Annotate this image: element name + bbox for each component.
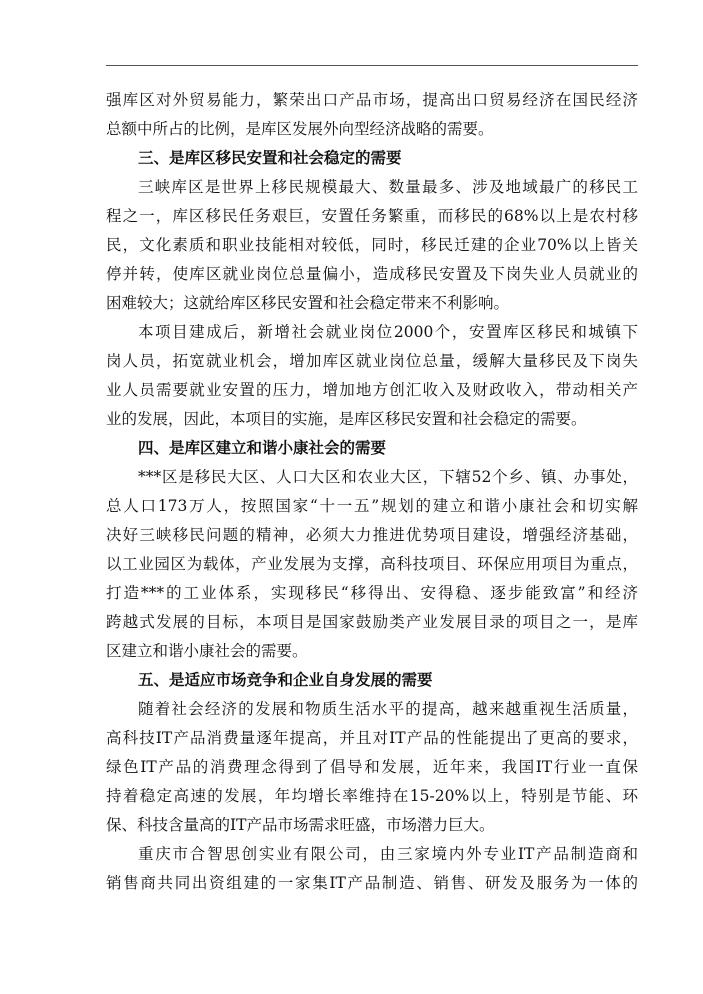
text-line: 持着稳定高速的发展，年均增长率维持在15-20%以上，特别是节能、环 [106, 787, 638, 805]
section-heading: 三、是库区移民安置和社会稳定的需要 [138, 149, 402, 167]
section-heading: 五、是适应市场竞争和企业自身发展的需要 [138, 671, 433, 689]
text-line: 保、科技含量高的IT产品市场需求旺盛，市场潜力巨大。 [106, 816, 495, 834]
section-heading: 四、是库区建立和谐小康社会的需要 [138, 439, 387, 457]
text-line: 程之一，库区移民任务艰巨，安置任务繁重，而移民的68%以上是农村移 [106, 207, 638, 225]
text-line: 绿色IT产品的消费理念得到了倡导和发展，近年来，我国IT行业一直保 [106, 758, 638, 776]
text-line: 业人员需要就业安置的压力，增加地方创汇收入及财政收入，带动相关产 [106, 381, 638, 399]
text-line: 决好三峡移民问题的精神，必须大力推进优势项目建设，增强经济基础， [106, 526, 638, 544]
text-line: 以工业园区为载体，产业发展为支撑，高科技项目、环保应用项目为重点， [106, 555, 638, 573]
text-line: 高科技IT产品消费量逐年提高，并且对IT产品的性能提出了更高的要求， [106, 729, 638, 747]
text-line: 总人口173万人，按照国家“十一五”规划的建立和谐小康社会和切实解 [106, 497, 638, 515]
text-line: 打造***的工业体系，实现移民“移得出、安得稳、逐步能致富”和经济 [106, 584, 638, 602]
text-line: 强库区对外贸易能力，繁荣出口产品市场，提高出口贸易经济在国民经济 [106, 91, 638, 109]
text-line: 区建立和谐小康社会的需要。 [106, 642, 308, 660]
text-line: 岗人员，拓宽就业机会，增加库区就业岗位总量，缓解大量移民及下岗失 [106, 352, 638, 370]
text-line: ***区是移民大区、人口大区和农业大区，下辖52个乡、镇、办事处， [138, 468, 638, 486]
text-line: 销售商共同出资组建的一家集IT产品制造、销售、研发及服务为一体的 [106, 874, 638, 892]
text-line: 总额中所占的比例，是库区发展外向型经济战略的需要。 [106, 120, 494, 138]
text-line: 困难较大；这就给库区移民安置和社会稳定带来不利影响。 [106, 294, 510, 312]
text-line: 业的发展，因此，本项目的实施，是库区移民安置和社会稳定的需要。 [106, 410, 587, 428]
text-line: 民，文化素质和职业技能相对较低，同时，移民迁建的企业70%以上皆关 [106, 236, 638, 254]
text-line: 停并转，使库区就业岗位总量偏小，造成移民安置及下岗失业人员就业的 [106, 265, 638, 283]
text-line: 本项目建成后，新增社会就业岗位2000个，安置库区移民和城镇下 [138, 323, 638, 341]
text-line: 跨越式发展的目标，本项目是国家鼓励类产业发展目录的项目之一，是库 [106, 613, 638, 631]
header-rule [106, 65, 638, 66]
text-line: 重庆市合智思创实业有限公司，由三家境内外专业IT产品制造商和 [138, 845, 638, 863]
text-line: 随着社会经济的发展和物质生活水平的提高，越来越重视生活质量， [138, 700, 638, 718]
document-body [106, 86, 638, 898]
text-line: 三峡库区是世界上移民规模最大、数量最多、涉及地域最广的移民工 [138, 178, 638, 196]
